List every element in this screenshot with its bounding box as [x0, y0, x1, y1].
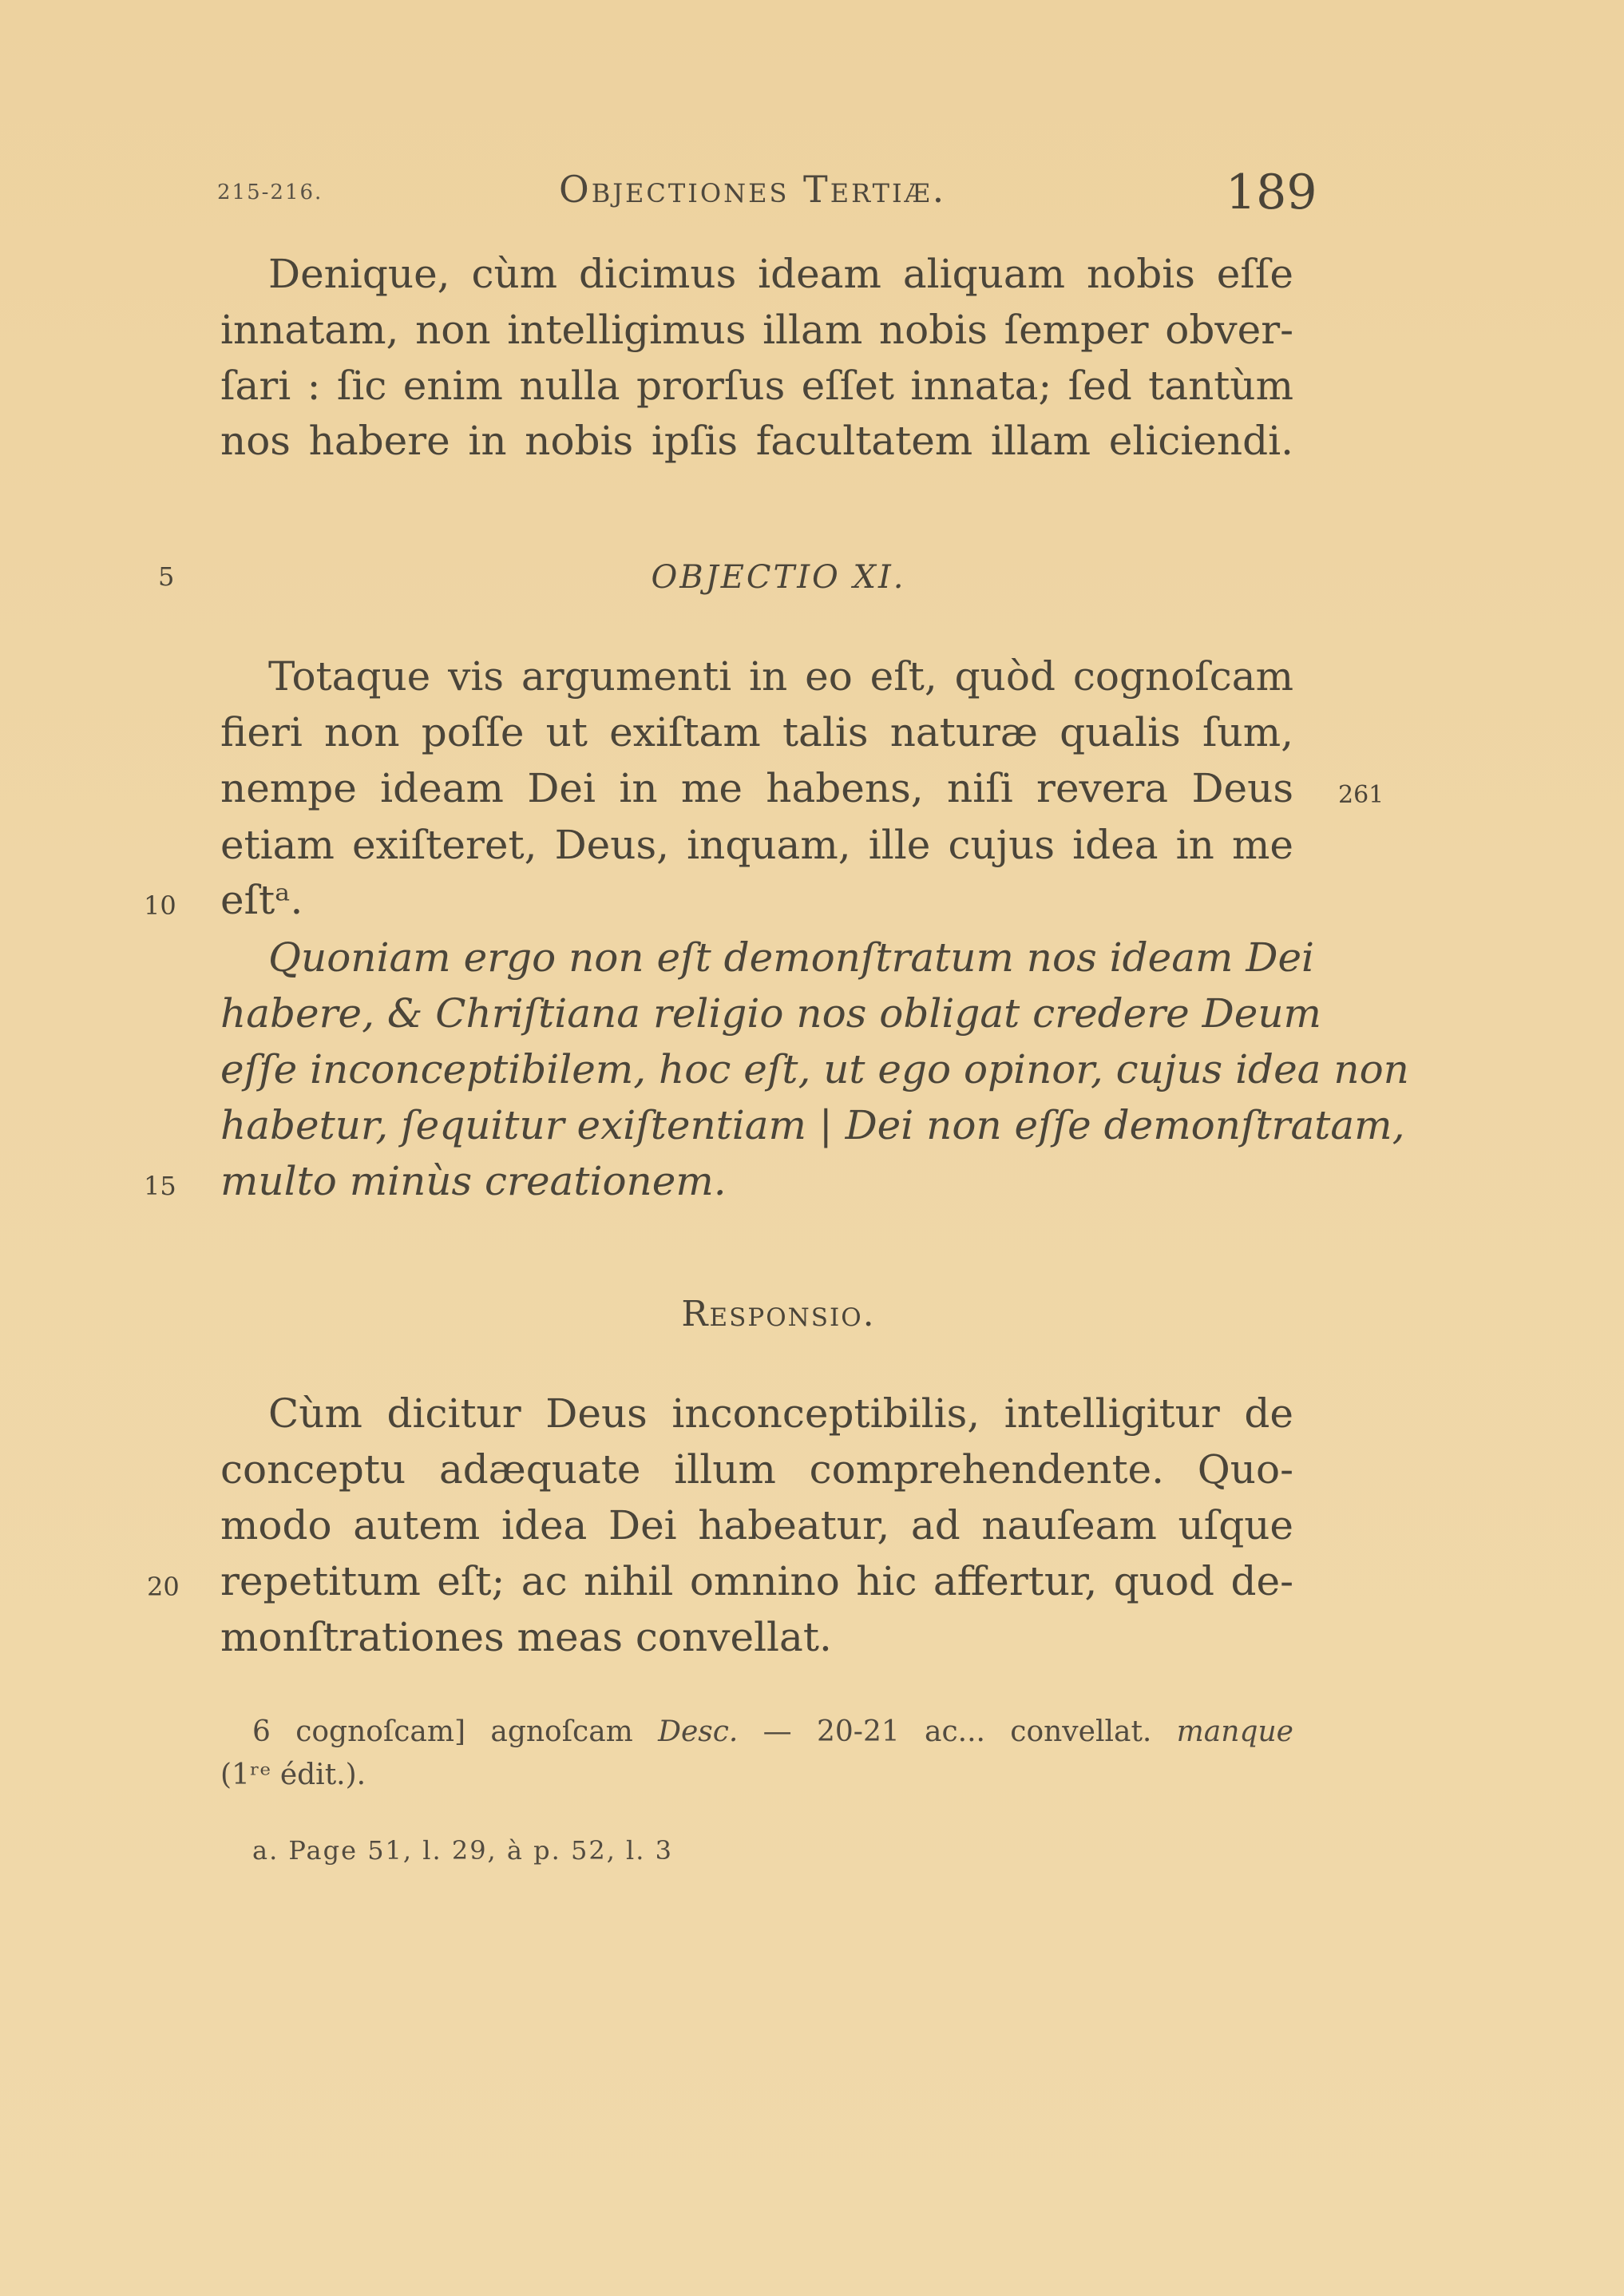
variant-b: — 20-21 ac... convellat. — [762, 1715, 1152, 1748]
objectio-italic-line-2: habere, & Chriſtiana religio nos obligat credere Deum — [220, 990, 1321, 1037]
line-number-20: 20 — [147, 1572, 180, 1602]
objectio-line-4: etiam exiſteret, Deus, inquam, ille cujus idea in me — [220, 822, 1293, 868]
page-range: 215-216. — [217, 180, 323, 204]
running-title: Objectiones Tertiæ. — [559, 168, 947, 211]
line-number-15: 15 — [144, 1171, 176, 1201]
objectio-heading: OBJECTIO XI. — [651, 559, 906, 596]
objectio-italic-line-5: multo minùs creationem. — [220, 1158, 727, 1204]
objectio-italic-line-4: habetur, ſequitur exiſtentiam | Dei non eſſe demonſtratam, — [220, 1102, 1405, 1148]
objectio-line-5: eſtᵃ. — [220, 877, 303, 923]
variant-note-line-1 — [252, 1715, 1293, 1748]
variant-a-source: Desc. — [658, 1715, 739, 1748]
intro-line-2: innatam, non intelligimus illam nobis ſemper obver- — [220, 307, 1293, 353]
responsio-heading: Responsio. — [681, 1294, 876, 1334]
responsio-line-3: modo autem idea Dei habeatur, ad nauſeam uſque — [220, 1502, 1293, 1549]
variant-b-tail: manque — [1176, 1715, 1293, 1748]
variant-a: 6 cognoſcam] agnoſcam — [252, 1715, 633, 1748]
line-number-5: 5 — [158, 561, 175, 592]
page-number: 189 — [1226, 165, 1317, 220]
responsio-line-2: conceptu adæquate illum comprehendente. Quo- — [220, 1446, 1293, 1493]
marginal-page-261: 261 — [1338, 781, 1384, 809]
intro-line-3: ſari : ſic enim nulla prorſus eſſet innata; ſed tantùm — [220, 363, 1293, 409]
variant-note-line-2: (1ʳᵉ édit.). — [220, 1759, 366, 1791]
responsio-line-4: repetitum eſt; ac nihil omnino hic affertur, quod de- — [220, 1558, 1293, 1604]
objectio-line-1: Totaque vis argumenti in eo eſt, quòd cognoſcam — [268, 653, 1293, 700]
objectio-italic-line-1: Quoniam ergo non eſt demonſtratum nos ideam Dei — [268, 934, 1315, 981]
intro-line-1: Denique, cùm dicimus ideam aliquam nobis eſſe — [268, 251, 1293, 297]
objectio-line-3: nempe ideam Dei in me habens, niſi revera Deus — [220, 765, 1293, 811]
objectio-line-2: fieri non poſſe ut exiſtam talis naturæ qualis ſum, — [220, 709, 1293, 755]
intro-line-4: nos habere in nobis ipſis facultatem illam eliciendi. — [220, 418, 1293, 464]
objectio-italic-line-3: eſſe inconceptibilem, hoc eſt, ut ego opinor, cujus idea non — [220, 1046, 1409, 1092]
responsio-line-5: monſtrationes meas convellat. — [220, 1614, 832, 1660]
responsio-line-1: Cùm dicitur Deus inconceptibilis, intelligitur de — [268, 1390, 1293, 1437]
line-number-10: 10 — [144, 890, 176, 921]
footnote-a: a. Page 51, l. 29, à p. 52, l. 3 — [252, 1835, 673, 1866]
